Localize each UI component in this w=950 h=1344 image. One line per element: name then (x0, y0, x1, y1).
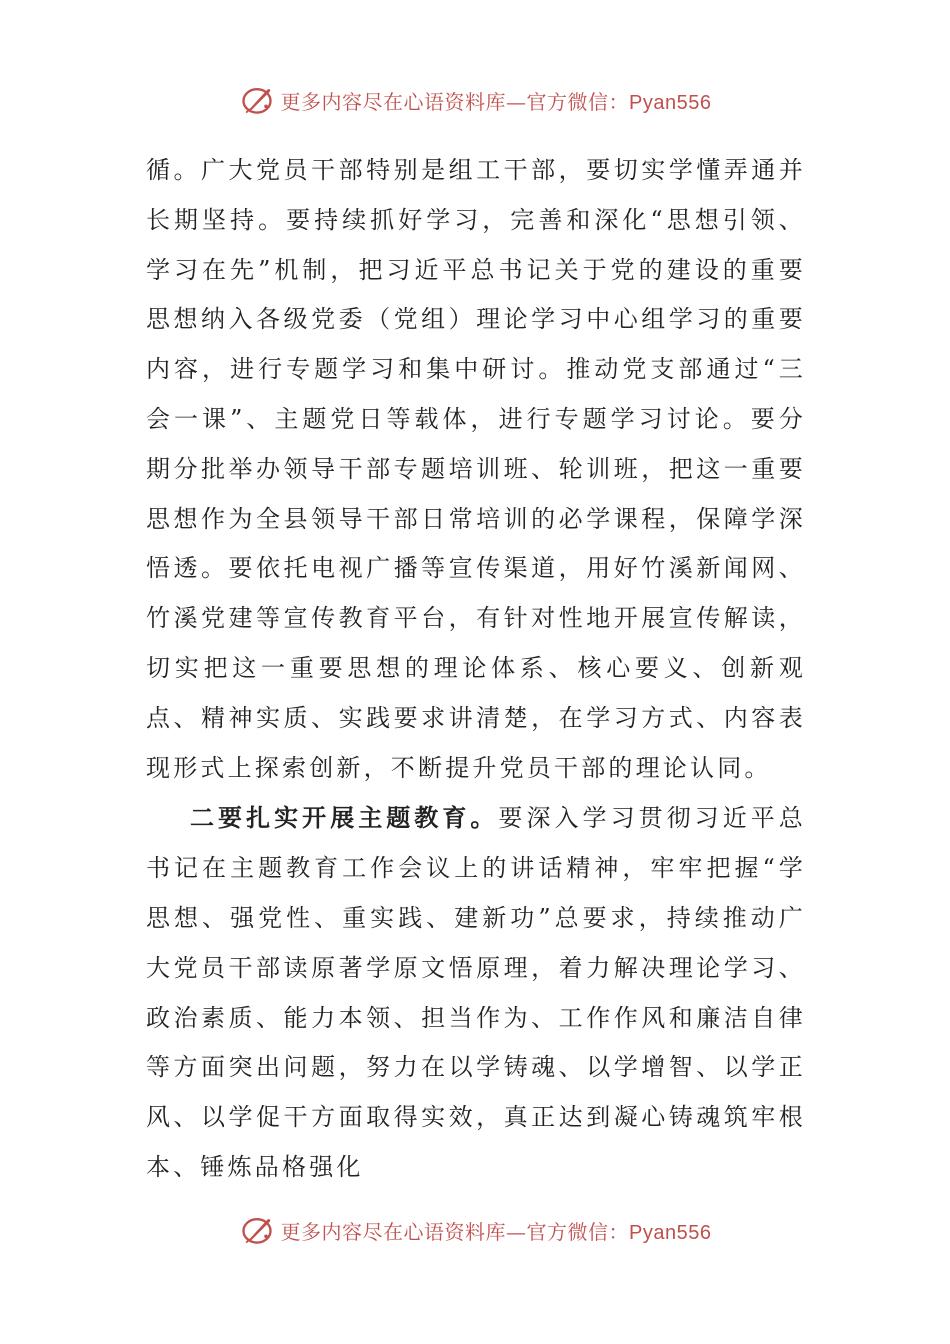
footer-banner (0, 1210, 950, 1250)
paragraph-1: 循。广大党员干部特别是组工干部，要切实学懂弄通并长期坚持。要持续抓好学习，完善和深化“思想引领、学习在先”机制，把习近平总书记关于党的建设的重要思想纳入各级党委（党组）理论学习中心组学习的重要内容，进行专题学习和集中研讨。推动党支部通过“三会一课”、主题党日等载体，进行专题学习讨论。要分期分批举办领导干部专题培训班、轮训班，把这一重要思想作为全县领导干部日常培训的必学课程，保障学深悟透。要依托电视广播等宣传渠道，用好竹溪新闻网、竹溪党建等宣传教育平台，有针对性地开展宣传解读，切实把这一重要思想的理论体系、核心要义、创新观点、精神实质、实践要求讲清楚，在学习方式、内容表现形式上探索创新，不断提升党员干部的理论认同。 (146, 156, 806, 782)
pen-feather-logo-icon (239, 1212, 275, 1248)
paragraph-2 (146, 793, 806, 1192)
paragraph-2-text: 要深入学习贯彻习近平总书记在主题教育工作会议上的讲话精神，牢牢把握“学思想、强党性、重实践、建新功”总要求，持续推动广大党员干部读原著学原文悟原理，着力解决理论学习、政治素质、能力本领、担当作为、工作作风和廉洁自律等方面突出问题，努力在以学铸魂、以学增智、以学正风、以学促干方面取得实效，真正达到凝心铸魂筑牢根本、锤炼品格强化 (146, 804, 806, 1181)
paragraph-2-heading: 二要扎实开展主题教育。 (190, 803, 499, 833)
wechat-id: Pyan556 (629, 91, 712, 114)
pen-feather-logo-icon (239, 82, 275, 118)
document-body (146, 146, 806, 1193)
wechat-id: Pyan556 (629, 1221, 712, 1244)
header-banner (0, 80, 950, 120)
banner-text: 更多内容尽在心语资料库—官方微信：Pyan556 (280, 1219, 712, 1244)
banner-text: 更多内容尽在心语资料库—官方微信：Pyan556 (280, 89, 712, 114)
